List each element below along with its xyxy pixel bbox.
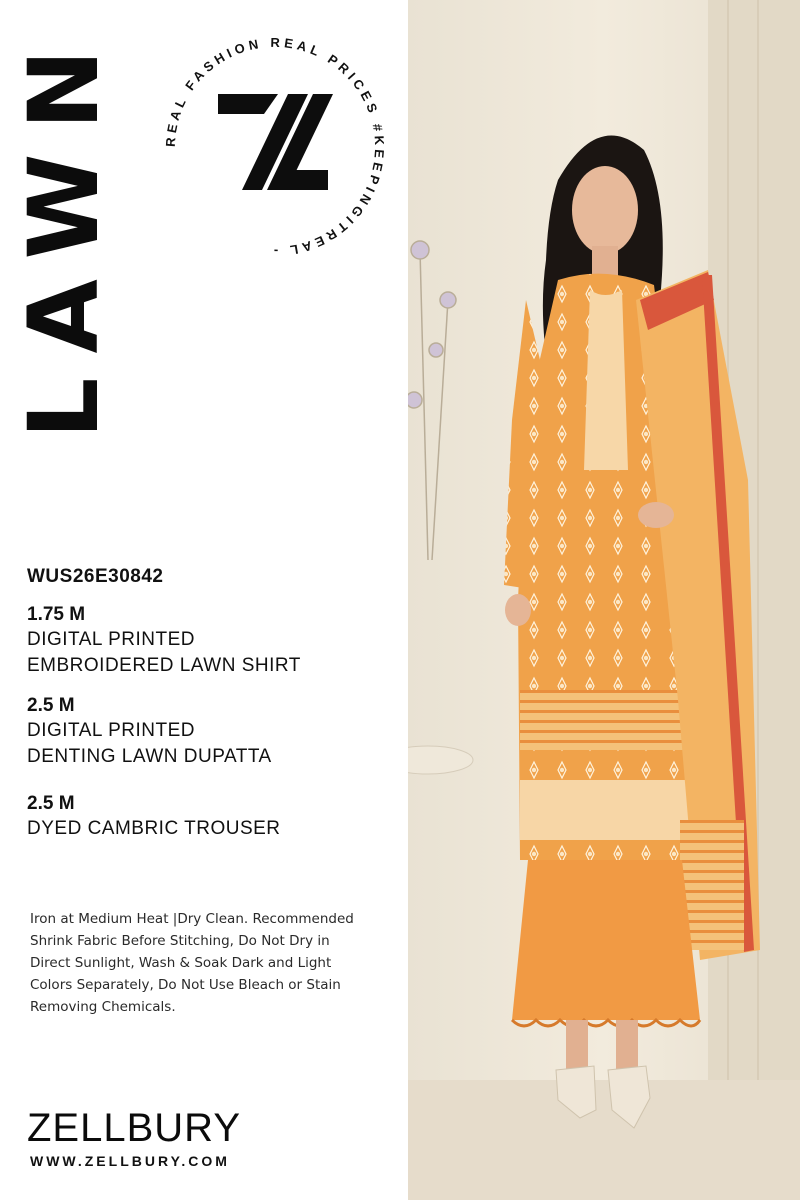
- product-photo: [408, 0, 800, 1200]
- spec-quantity: 2.5 M: [27, 793, 75, 814]
- spec-quantity: 1.75 M: [27, 604, 86, 625]
- brand-url: WWW.ZELLBURY.COM: [30, 1153, 230, 1169]
- brand-logo-icon: [218, 94, 333, 190]
- spec-description: DIGITAL PRINTED DENTING LAWN DUPATTA: [27, 720, 272, 767]
- collection-title: [8, 22, 120, 442]
- model-illustration: [408, 0, 800, 1200]
- spec-quantity: 2.5 M: [27, 695, 75, 716]
- spec-shirt: [27, 603, 301, 679]
- collection-word: LAWN: [8, 25, 120, 439]
- hand-left: [505, 594, 531, 626]
- spec-description: DYED CAMBRIC TROUSER: [27, 818, 281, 839]
- hand-right: [638, 502, 674, 528]
- spec-dupatta: [27, 694, 272, 770]
- floor: [408, 1080, 800, 1200]
- seal-graphic: [150, 22, 400, 272]
- seal-ring-text: REAL FASHION REAL PRICES #KEEPINGITREAL -: [162, 34, 388, 260]
- spec-trouser: [27, 792, 281, 842]
- brand-seal: [150, 22, 400, 272]
- brand-name: ZELLBURY: [27, 1106, 242, 1150]
- face: [572, 166, 638, 254]
- trousers: [512, 860, 700, 1020]
- spec-description: DIGITAL PRINTED EMBROIDERED LAWN SHIRT: [27, 629, 301, 676]
- care-instructions: Iron at Medium Heat |Dry Clean. Recommended Shrink Fabric Before Stitching, Do Not Dry in Direct Sunlight, Wash & Soak Dark and Light Colors Separately, Do Not Use Bleach or Stain Removing Chemicals.: [30, 911, 354, 1015]
- product-sku: WUS26E30842: [27, 566, 164, 587]
